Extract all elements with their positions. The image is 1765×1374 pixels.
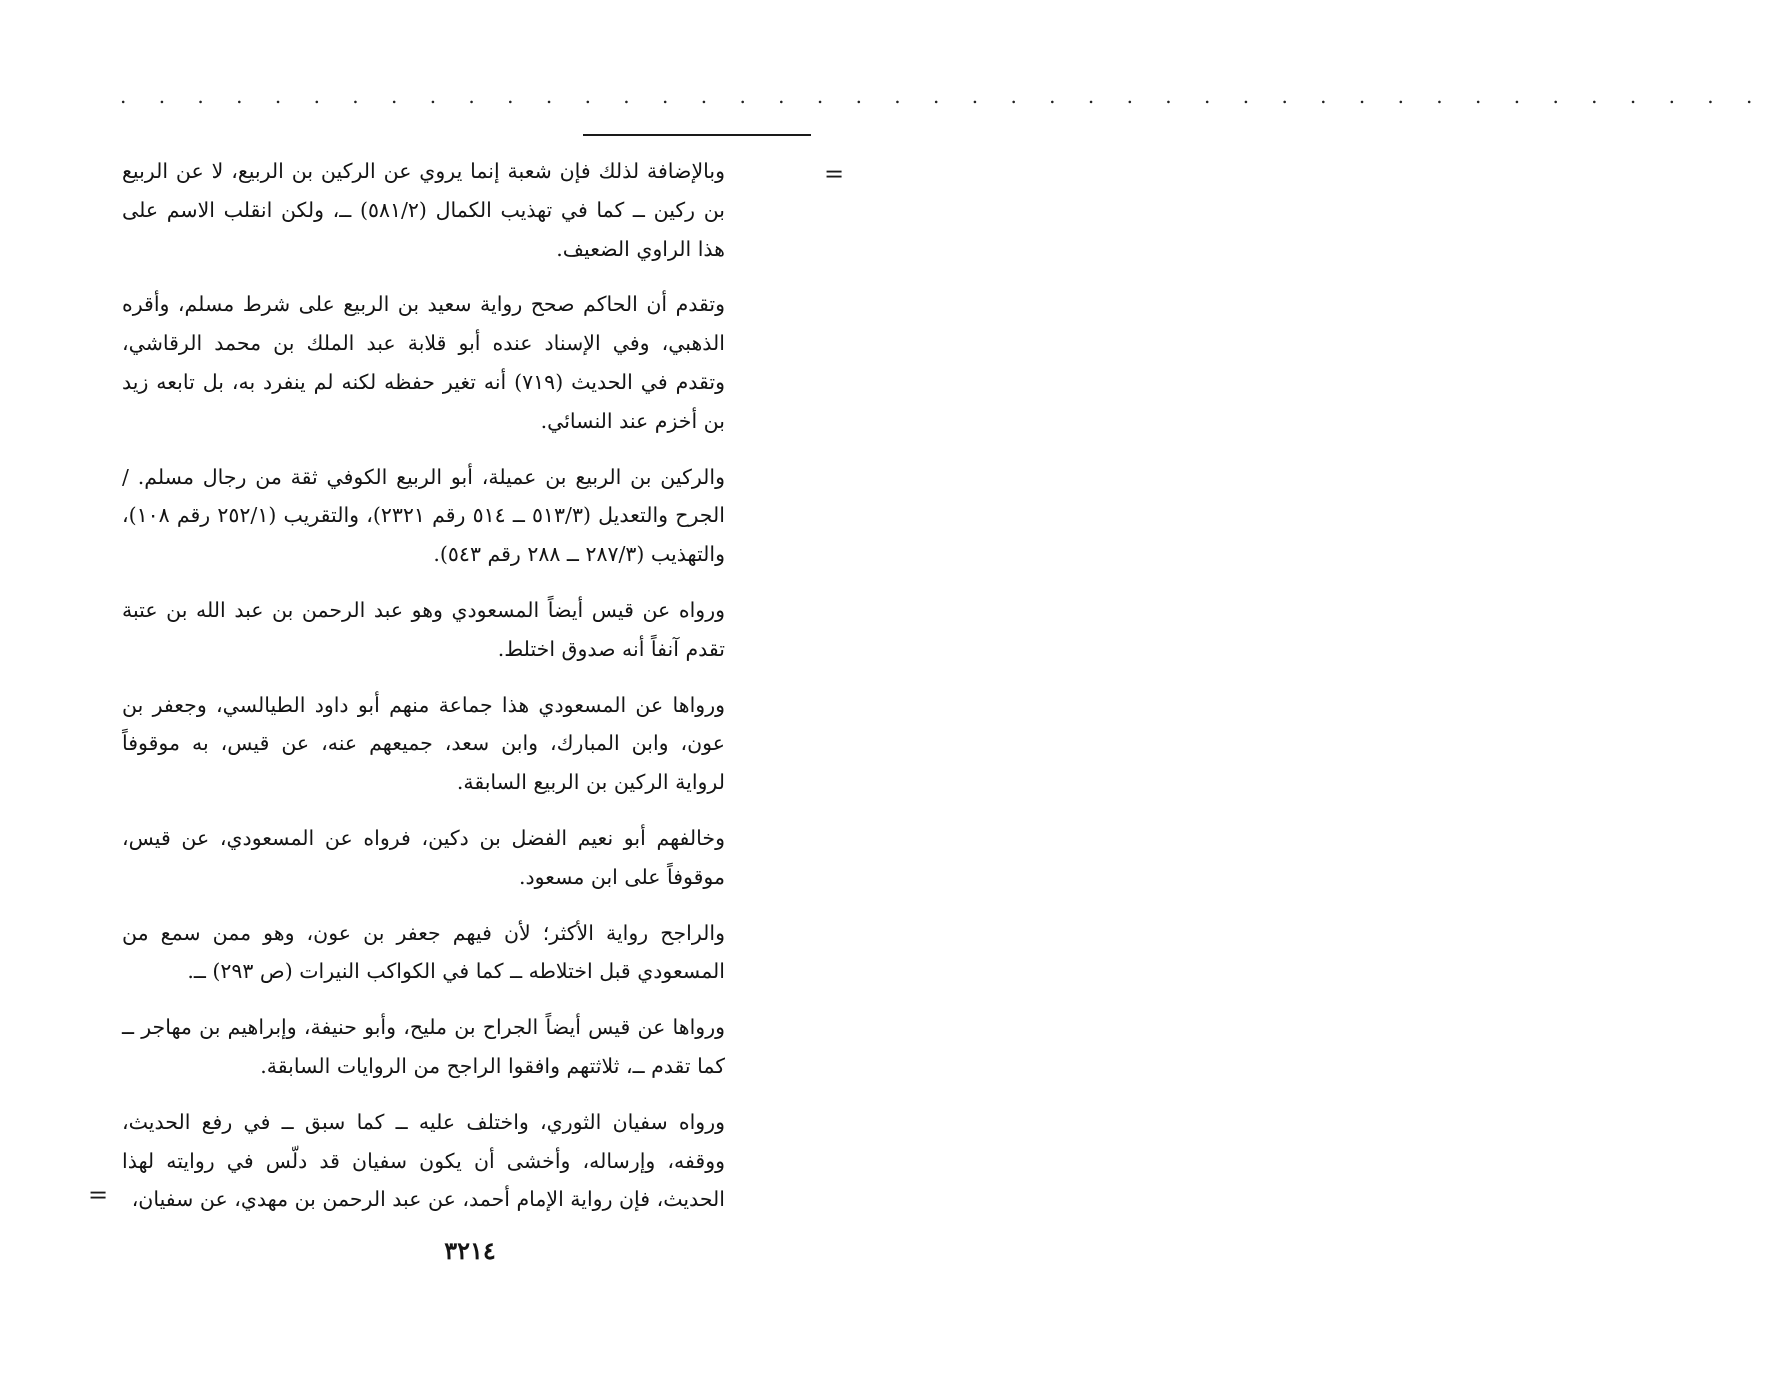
paragraph: والركين بن الربيع بن عميلة، أبو الربيع الكوفي ثقة من رجال مسلم. / الجرح والتعديل (٥١٣/٣ ــ ٥١٤ رقم ٢٣٢١)، والتقريب (٢٥٢/١ رقم ١٠٨)، والتهذيب (٢٨٧/٣ ــ ٢٨٨ رقم ٥٤٣). <box>122 464 725 567</box>
paragraph: وبالإضافة لذلك فإن شعبة إنما يروي عن الركين بن الربيع، لا عن الربيع بن ركين ــ كما في تهذيب الكمال (٥٨١/٢) ــ، ولكن انقلب الاسم على هذا الراوي الضعيف. <box>122 159 726 261</box>
continuation-marker-bottom: = <box>88 1181 109 1209</box>
paragraph: والراجح رواية الأكثر؛ لأن فيهم جعفر بن عون، وهو ممن سمع من المسعودي قبل اختلاطه ــ كما في الكواكب النيرات (ص ٢٩٣) ــ. <box>122 920 725 984</box>
paragraph: ورواها عن المسعودي هذا جماعة منهم أبو داود الطيالسي، وجعفر بن عون، وابن المبارك، وابن سعد، جميعهم عنه، عن قيس، به موقوفاً لرواية الركين بن الربيع السابقة. <box>122 692 725 795</box>
footnote-text <box>122 152 725 1236</box>
paragraph: ورواه سفيان الثوري، واختلف عليه ــ كما سبق ــ في رفع الحديث، ووقفه، وإرساله، وأخشى أن يكون سفيان قد دلّس في روايته لهذا الحديث، فإن رواية الإمام أحمد، عن عبد الرحمن بن مهدي، عن سفيان، <box>122 1109 726 1212</box>
paragraph: ورواها عن قيس أيضاً الجراح بن مليح، وأبو حنيفة، وإبراهيم بن مهاجر ــ كما تقدم ــ، ثلاثتهم وافقوا الراجح من الروايات السابقة. <box>122 1015 725 1078</box>
paragraph: وخالفهم أبو نعيم الفضل بن دكين، فرواه عن المسعودي، عن قيس، موقوفاً على ابن مسعود. <box>122 825 725 889</box>
paragraph: وتقدم أن الحاكم صحح رواية سعيد بن الربيع على شرط مسلم، وأقره الذهبي، وفي الإسناد عنده أبو قلابة عبد الملك بن محمد الرقاشي، وتقدم في الحديث (٧١٩) أنه تغير حفظه لكنه لم ينفرد به، بل تابعه زيد بن أخزم عند النسائي. <box>122 292 725 433</box>
dotted-separator: . . . . . . . . . . . . . . . . . . . . . . . . . . . . . . . . . . . . . . . . . . . <box>120 84 1765 108</box>
paragraph: ورواه عن قيس أيضاً المسعودي وهو عبد الرحمن بن عبد الله بن عتبة تقدم آنفاً أنه صدوق اختلط. <box>122 597 725 661</box>
page-number: ٣٢١٤ <box>444 1236 496 1265</box>
footnote-rule <box>583 134 811 136</box>
continuation-marker-top: = <box>824 160 845 188</box>
